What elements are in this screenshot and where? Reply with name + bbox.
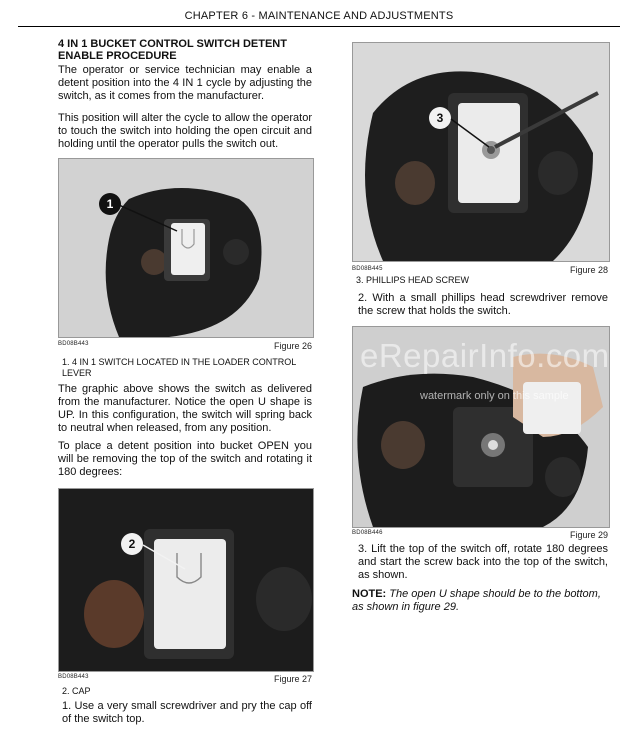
callout-1: 1: [99, 193, 121, 215]
step-1: 1. Use a very small screwdriver and pry the cap off of the switch top.: [62, 700, 312, 725]
figure-26-code: BD08B443: [58, 341, 89, 347]
figure-27-photo: [58, 488, 314, 672]
note: [352, 588, 608, 614]
figure-28-code: BD08B445: [352, 266, 383, 272]
section-heading: 4 IN 1 BUCKET CONTROL SWITCH DETENT ENABLE PROCEDURE: [58, 38, 287, 62]
figure-26-photo: [58, 158, 314, 338]
body-paragraph-1: The graphic above shows the switch as delivered from the manufacturer. Notice the open U shape is UP. In this configuration, the switch will spring back to neutral when released, from any position.: [58, 383, 312, 434]
figure-29-code: BD08B446: [352, 530, 383, 536]
header-rule: [18, 26, 620, 27]
figure-27-code: BD08B443: [58, 674, 89, 680]
note-text: The open U shape should be to the bottom, as shown in figure 29.: [352, 588, 601, 613]
figure-28-photo: [352, 42, 610, 262]
watermark-sub: watermark only on this sample: [420, 390, 569, 402]
watermark-main: eRepairInfo.com: [360, 337, 610, 374]
figure-28-label: Figure 28: [569, 265, 608, 275]
figure-27-label: Figure 27: [273, 674, 312, 684]
figure-28-caption: 3. PHILLIPS HEAD SCREW: [356, 275, 470, 285]
body-paragraph-2: To place a detent position into bucket OPEN you will be removing the top of the switch and rotating it 180 degrees:: [58, 440, 312, 478]
step-3: 3. Lift the top of the switch off, rotate 180 degrees and start the screw back into the top of the switch, as shown.: [358, 543, 608, 581]
figure-26-label: Figure 26: [273, 341, 312, 351]
note-label: NOTE:: [352, 588, 387, 600]
callout-3: 3: [429, 107, 451, 129]
figure-26-caption: 1. 4 IN 1 SWITCH LOCATED IN THE LOADER CONTROL LEVER: [62, 357, 296, 378]
page-header: CHAPTER 6 - MAINTENANCE AND ADJUSTMENTS: [184, 10, 454, 22]
intro-paragraph-2: This position will alter the cycle to allow the operator to touch the switch into holding the open circuit and holding until the operator pulls the switch out.: [58, 112, 312, 150]
callout-2: 2: [121, 533, 143, 555]
figure-27-caption: 2. CAP: [62, 686, 91, 696]
intro-paragraph-1: The operator or service technician may enable a detent position into the 4 IN 1 cycle by adjusting the switch, as it comes from the manufacturer.: [58, 64, 312, 102]
step-2: 2. With a small phillips head screwdriver remove the screw that holds the switch.: [358, 292, 608, 317]
figure-29-label: Figure 29: [569, 530, 608, 540]
